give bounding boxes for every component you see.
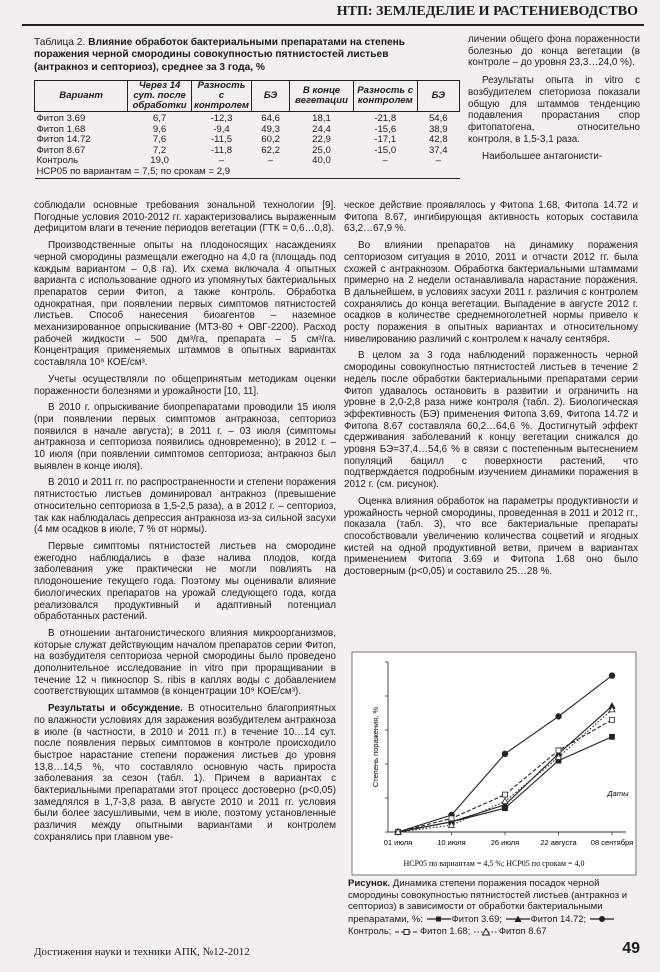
legend-marker-control: [589, 915, 615, 923]
table-cell: –: [267, 155, 274, 167]
section-heading: Результаты и обсуждение.: [48, 703, 183, 715]
table-cell: -15,6: [374, 123, 397, 135]
table-cell: -9,4: [213, 123, 230, 135]
data-point: [610, 734, 615, 739]
page-number: 49: [622, 940, 640, 957]
table-cell: –: [218, 155, 225, 167]
table-header-cell: Разность с контролем: [353, 81, 417, 112]
data-point: [449, 816, 454, 821]
table-row: [35, 112, 460, 125]
legend-label: Контроль;: [348, 925, 392, 937]
data-point: [503, 792, 508, 797]
left-column-text: [34, 200, 336, 849]
line-chart: [350, 650, 638, 877]
table-cell: Фитоп 14.72: [36, 134, 91, 146]
paragraph: соблюдали основные требования зональной технологии [9]. Погодные условия 2010-2012 гг. характеризовались выраженным дефицитом влаги в течение периодов вегетации (ГТК = 0,6…0,8).: [34, 200, 336, 235]
table-cell: 49,3: [261, 123, 280, 135]
table-nsr-note: НСР05 по вариантам = 7,5; по срокам = 2,9: [35, 167, 460, 178]
x-tick-label: 10 июля: [437, 838, 466, 847]
table-cell: 18,1: [312, 113, 331, 124]
paragraph: Оценка влияния обработок на параметры продуктивности и урожайность черной смородины, проведенная в 2011 и 2012 гг., показала (табл. 3), что все бактериальные препараты способствовали увеличению количества соцветий и ягодных кистей на одной продуктивной ветви, причем в вариантах применением Фитопа 3.69 и Фитопа 1.68 оно было достоверным (p<0,05) и составило 25…28 %.: [344, 495, 638, 578]
table-row: [35, 146, 460, 157]
legend-label: Фитоп 3.69;: [451, 912, 502, 924]
table-cell: 6,7: [152, 113, 167, 124]
legend-marker-fitop-3-69: [426, 915, 452, 923]
table-cell: 25,0: [312, 144, 331, 156]
figure-caption: [348, 878, 640, 938]
journal-footer: Достижения науки и техники АПК, №12-2012: [34, 946, 250, 958]
paragraph-text: В относительно благоприятных по влажности условиях для заражения возбудителем антракноза в июле (в частности, в 2010 и 2011 гг.) в течение 10…14 сут. после появления первых симптомов в контроле происходило быстрое нарастание степени поражения листьев до уровня 13,8…14,5 %, что составляло основную часть прироста заболевания за сезон (табл. 1). Причем в вариантах с бактериальными препаратами этот процесс достоверно (p<0,05) замедлялся в 1,7-3,8 раза. В августе 2010 и 2011 гг. условия были более засушливыми, чем в июле, поэтому установленные различия между опытными вариантами и контролем сохранялись при главном уве-: [34, 703, 336, 843]
paragraph: личении общего фона пораженности болезнью до конца вегетации (в контроле – до уровня 23,3…24,0 %).: [468, 34, 640, 69]
table-cell: 24,4: [312, 123, 331, 135]
paragraph: Результаты опыта in vitro с возбудителем спеториоза показали общую для штаммов тенденцию подавления прорастания спор фитопатогена, относительно контроля, в 1,5-3,1 раза.: [468, 75, 640, 145]
table-cell: 64,6: [261, 113, 280, 124]
figure-caption-label: Рисунок.: [348, 878, 391, 889]
paragraph: Во влиянии препаратов на динамику поражения септориозом ситуация в 2010, 2011 и отчасти 2012 гг. была схожей с антракнозом. Обработка бактериальными штаммами примерно на 2 недели останавливала нарастание поражения. В дальнейшем, в условиях засухи 2011 г. различия с контролем сохранялись до конца вегетации. Выпадение в августе 2012 г. осадков в количестве среднемноголетней нормы привело к росту поражения в опытных вариантах и относительному нивелированию различий с контролем к началу сентября.: [344, 240, 638, 345]
table-cell: -17,1: [374, 134, 397, 146]
table-caption-title: Влияние обработок бактериальными препаратами на степень поражения черной смородины совокупностью пятнистостей листьев (антракноз и септориоз), среднее за 3 года, %: [34, 37, 406, 73]
table-cell: 9,6: [152, 123, 167, 135]
data-point: [556, 714, 562, 720]
figure-caption-text: Динамика степени поражения посадок черной смородины совокупностью пятнистостей листьев (антракноз и септориоз) в зависимости от обработки бактериальными препаратами, %:: [348, 878, 628, 925]
paragraph: В целом за 3 года наблюдений пораженность черной смородины совокупностью пятнистостей листьев в течение 2 недель после обработки бактериальными препаратами серии Фитоп удавалось остановить в развитии и ограничить на уровне в 2,0-2,8 раза ниже контроля (табл. 2). Биологическая эффективность (БЭ) применения Фитопа 3.69, Фитопа 14.72 и Фитопа 8.67 составляла 60,2…64,6 %. Достигнутый эффект сдерживания заболеваний к концу вегетации снижался до уровня БЭ=37,4…54,6 % в связи с постепенным вытеснением популяций бацилл с поверхности растений, что подтверждается подробным изучением динамики поражения в 2012 г. (см. рисунок).: [344, 350, 638, 491]
table-cell: -11,5: [210, 134, 233, 146]
table-cell: –: [382, 155, 388, 167]
table-header-cell: Разность с контролем: [191, 81, 251, 112]
chart-nsr-note: НСР05 по вариантам = 4,5 %; НСР05 по срокам = 4,0: [403, 859, 585, 868]
paragraph: Первые симптомы пятнистостей листьев на смородине ежегодно наблюдались в фазе налива плодов, когда заболевания уже практически не могли повлиять на плодоношение текущего года. Поэтому мы оценивали влияние биологических препаратов на урожай следующего года, когда реализовался продуктивный и адаптивный потенциал обработанных растений.: [34, 540, 336, 623]
paragraph: В 2010 г. опрыскивание биопрепаратами проводили 15 июля (при появлении первых симптомов антракноза, септориоз появился в начале августа); в 2011 г. – 03 июля (симптомы антракноза и септориоза появились одновременно); в 2012 г. – 10 июля (при появлении симптомов септориоза; антракноз был выявлен в конце июля).: [34, 402, 336, 472]
x-tick-label: 22 августа: [540, 838, 577, 847]
paragraph: Учеты осуществляли по общепринятым методикам оценки пораженности болезнями и урожайности [10, 11].: [34, 373, 336, 397]
table-cell: 62,2: [261, 144, 280, 156]
x-tick-label: 01 июля: [383, 838, 413, 847]
x-tick-label: 26 июля: [490, 838, 520, 847]
running-header: [22, 2, 644, 26]
table-note-row: [35, 167, 460, 178]
table-header-cell: В конце вегетации: [290, 81, 354, 112]
table-header-cell: Через 14 сут. после обработки: [128, 81, 192, 112]
table-header-cell: БЭ: [252, 81, 290, 112]
legend-label: Фитоп 1.68;: [419, 925, 471, 937]
table-cell: Фитоп 8.67: [36, 144, 86, 156]
table-cell: 60,2: [261, 134, 280, 146]
table-cell: 7,6: [152, 134, 167, 146]
x-tick-label: 08 сентября: [590, 838, 634, 847]
table-cell: –: [435, 155, 441, 167]
line-chart-figure: [350, 650, 638, 877]
paragraph: В 2010 и 2011 гг. по распространенности и степени поражения пятнистостью листьев доминировал антракноз (превышение относительно септориоза в 1,5-2,5 раза), а в 2012 г. – септориоз, так как наблюдалась депрессия антракноза из-за сильной засухи (4 мм осадков в июле, 7 % от нормы).: [34, 477, 336, 536]
table-cell: 38,9: [428, 123, 448, 135]
table-cell: 42,8: [428, 134, 448, 146]
legend-marker-fitop-1-68: [394, 928, 420, 936]
results-table: [34, 80, 460, 179]
table-cell: Фитоп 1.68: [36, 123, 86, 135]
right-column-text: [468, 34, 640, 163]
table-caption: [34, 37, 444, 74]
table-header-cell: Вариант: [35, 81, 128, 112]
paragraph: В отношении антагонистического влияния микроорганизмов, которые служат действующим началом препаратов серии Фитоп, на возбудителя септориоза черной смородины было проведено дополнительное исследование in vitro при проращивании в течение 12 ч пикноспор S. ribis в каплях воды с добавлением соответствующих штаммов (в концентрации 10⁹ КОЕ/см³).: [34, 627, 336, 698]
table-caption-lead: Таблица 2.: [34, 37, 86, 48]
table-cell: 22,9: [312, 134, 331, 146]
legend-marker-fitop-14-72: [505, 915, 531, 923]
data-point: [556, 748, 561, 753]
data-point: [610, 717, 615, 722]
table-cell: 7,2: [152, 144, 167, 156]
table-cell: -15,0: [374, 144, 397, 156]
legend-label: Фитоп 8.67: [498, 925, 547, 937]
table-cell: Фитоп 3.69: [36, 113, 86, 124]
y-axis-label: Степень поражения, %: [371, 706, 380, 788]
x-axis-label: Даты: [607, 789, 629, 798]
table-header-row: [35, 81, 460, 112]
table-cell: Контроль: [36, 155, 79, 167]
paragraph: Производственные опыты на плодоносящих насаждениях черной смородины размещали ежегодно на 4,0 га (площадь под каждым вариантом – 0,8 га). Их схема включала 4 опытных варианта с использование одного из упомянутых бактериальных препаратов серии Фитоп, а также контроль. Обработка однократная, при появлении первых симптомов пятнистостей листьев. Способ нанесения биоагентов – наземное механизированное опрыскивание (МТЗ-80 + ОВГ-2200). Расход рабочей жидкости – 500 дм³/га, препарата – 5 см³/га. Концентрация применяемых штаммов в опытных вариантах составляла 10⁹ КОЕ/см³.: [34, 240, 336, 369]
table-cell: -21,8: [374, 113, 397, 124]
table-cell: 37,4: [428, 144, 448, 156]
table-cell: 40,0: [312, 155, 331, 167]
paragraph: Наибольшее антагонисти-: [482, 151, 603, 163]
legend-label: Фитоп 14.72;: [530, 912, 587, 924]
data-point: [609, 673, 615, 679]
table-cell: -12,3: [210, 113, 233, 124]
table-cell: -11,8: [210, 144, 233, 156]
table-cell: 19,0: [150, 155, 169, 167]
header-title: НТП: ЗЕМЛЕДЕЛИЕ И РАСТЕНИЕВОДСТВО: [336, 4, 638, 19]
middle-column-text: [344, 200, 638, 583]
table-header-cell: БЭ: [417, 81, 459, 112]
paragraph: ческое действие проявлялось у Фитопа 1.68, Фитопа 14.72 и Фитопа 8.67, ингибирующая активность которых составила 63,2…67,9 %.: [344, 200, 638, 235]
paragraph: [34, 703, 336, 843]
data-point: [502, 751, 508, 757]
table-cell: 54,6: [428, 113, 448, 124]
legend-marker-fitop-8-67: [473, 928, 499, 936]
